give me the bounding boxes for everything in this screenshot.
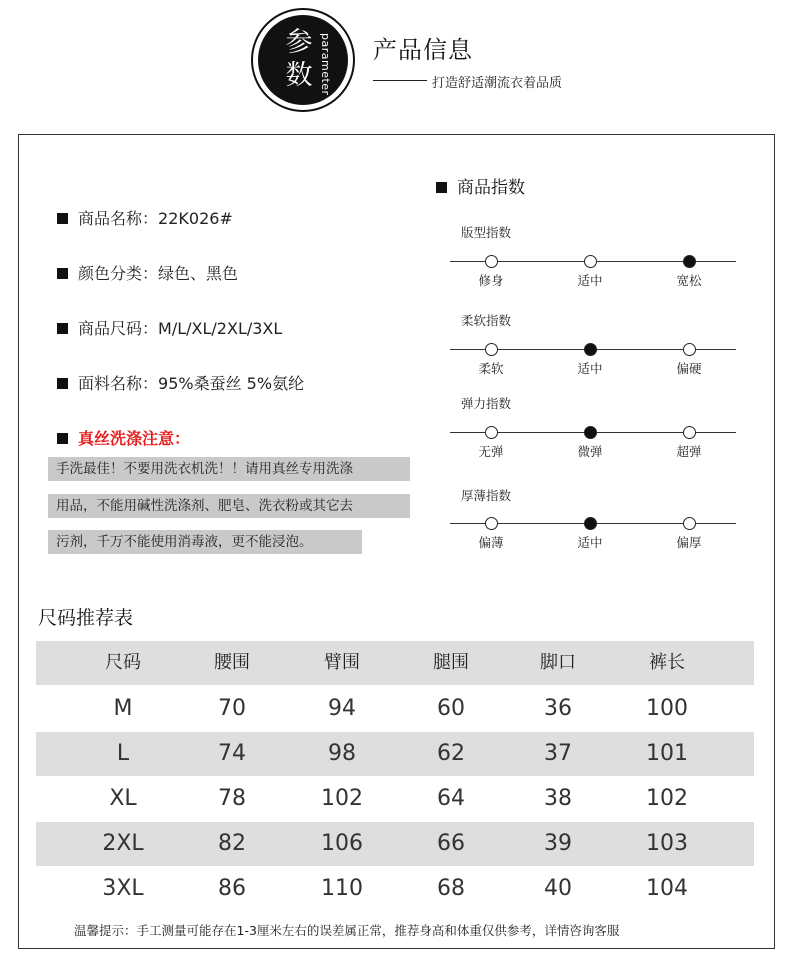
- index-option-label: 适中: [577, 273, 603, 288]
- index-title: [436, 173, 525, 198]
- table-cell: L: [116, 741, 130, 766]
- table-cell: 101: [646, 741, 688, 766]
- table-cell: 66: [437, 831, 465, 856]
- index-scale-label: 厚薄指数: [461, 488, 512, 503]
- table-cell: 103: [646, 831, 688, 856]
- spec-label: 商品尺码: [78, 319, 143, 338]
- parameter-badge: [248, 8, 358, 106]
- table-cell: 40: [544, 876, 572, 901]
- index-option-label: 适中: [577, 535, 603, 550]
- table-cell: M: [113, 696, 133, 721]
- table-cell: 60: [437, 696, 465, 721]
- index-option-dot: [683, 426, 696, 439]
- table-cell: 37: [544, 741, 572, 766]
- index-option-label: 修身: [478, 273, 504, 288]
- index-option-label: 偏薄: [478, 535, 504, 550]
- table-cell: 36: [544, 696, 572, 721]
- spec-fabric: 面料名称：95%桑蚕丝 5%氨纶: [57, 371, 304, 394]
- table-header-cell: 腰围: [214, 652, 250, 673]
- table-row: [36, 732, 754, 776]
- index-option-dot: [485, 343, 498, 356]
- table-header-row: [36, 641, 754, 685]
- table-cell: XL: [109, 786, 137, 811]
- table-header-cell: 脚口: [540, 652, 576, 673]
- table-cell: 2XL: [102, 831, 144, 856]
- table-cell: 39: [544, 831, 572, 856]
- index-scale-label: 柔软指数: [461, 313, 512, 328]
- table-cell: 62: [437, 741, 465, 766]
- table-cell: 102: [646, 786, 688, 811]
- bullet-square-icon: [57, 378, 68, 389]
- table-row: [36, 777, 754, 821]
- table-cell: 64: [437, 786, 465, 811]
- index-option-dot: [683, 517, 696, 530]
- table-cell: 74: [218, 741, 246, 766]
- index-selected-dot: [584, 343, 597, 356]
- table-cell: 110: [321, 876, 363, 901]
- index-option-label: 无弹: [478, 444, 504, 459]
- table-row: [36, 867, 754, 911]
- index-option-label: 宽松: [676, 273, 702, 288]
- wash-care-line: 用品，不能用碱性洗涤剂、肥皂、洗衣粉或其它去: [48, 494, 410, 518]
- table-cell: 68: [437, 876, 465, 901]
- table-cell: 78: [218, 786, 246, 811]
- table-row: [36, 687, 754, 731]
- table-cell: 100: [646, 696, 688, 721]
- wash-care-line: 污剂，千万不能使用消毒液，更不能浸泡。: [48, 530, 362, 554]
- index-selected-dot: [584, 426, 597, 439]
- spec-value: 22K026#: [158, 209, 233, 228]
- bullet-square-icon: [436, 182, 447, 193]
- index-option-label: 适中: [577, 361, 603, 376]
- spec-value: 绿色、黑色: [158, 264, 239, 283]
- index-option-dot: [485, 255, 498, 268]
- page-title: 产品信息: [373, 36, 473, 64]
- index-option-label: 超弹: [676, 444, 702, 459]
- badge-chinese-text: 参数: [285, 27, 313, 91]
- index-selected-dot: [683, 255, 696, 268]
- footer-note: 温馨提示：手工测量可能存在1-3厘米左右的误差属正常，推荐身高和体重仅供参考，详情咨询客服: [74, 923, 620, 938]
- spec-value: M/L/XL/2XL/3XL: [158, 319, 283, 338]
- badge-english-text: parameter: [319, 33, 332, 96]
- index-option-label: 偏硬: [676, 361, 702, 376]
- wash-care-title-text: 真丝洗涤注意：: [78, 429, 191, 448]
- table-header-cell: 裤长: [649, 652, 685, 673]
- table-cell: 104: [646, 876, 688, 901]
- bullet-square-icon: [57, 323, 68, 334]
- index-title-text: 商品指数: [457, 178, 525, 198]
- spec-label: 商品名称: [78, 209, 143, 228]
- table-cell: 38: [544, 786, 572, 811]
- table-cell: 86: [218, 876, 246, 901]
- table-cell: 3XL: [102, 876, 144, 901]
- index-option-dot: [683, 343, 696, 356]
- table-header-cell: 尺码: [105, 652, 141, 673]
- index-option-dot: [485, 426, 498, 439]
- wash-care-title: [57, 426, 190, 449]
- index-option-label: 微弹: [577, 444, 603, 459]
- table-cell: 102: [321, 786, 363, 811]
- index-scale-label: 版型指数: [461, 225, 512, 240]
- table-cell: 106: [321, 831, 363, 856]
- spec-value: 95%桑蚕丝 5%氨纶: [158, 374, 305, 393]
- table-cell: 82: [218, 831, 246, 856]
- table-header-cell: 腿围: [433, 652, 469, 673]
- index-option-dot: [485, 517, 498, 530]
- table-cell: 70: [218, 696, 246, 721]
- bullet-square-icon: [57, 268, 68, 279]
- spec-color: 颜色分类：绿色、黑色: [57, 261, 238, 284]
- page-subtitle: 打造舒适潮流衣着品质: [432, 76, 563, 91]
- wash-care-line: 手洗最佳！不要用洗衣机洗！！请用真丝专用洗涤: [48, 457, 410, 481]
- index-option-label: 柔软: [478, 361, 504, 376]
- bullet-square-icon: [57, 213, 68, 224]
- bullet-square-icon: [57, 433, 68, 444]
- spec-label: 面料名称: [78, 374, 143, 393]
- table-cell: 98: [328, 741, 356, 766]
- spec-size: 商品尺码：M/L/XL/2XL/3XL: [57, 316, 282, 339]
- table-row: [36, 822, 754, 866]
- subtitle-rule: [373, 80, 427, 81]
- spec-label: 颜色分类: [78, 264, 143, 283]
- table-header-cell: 臂围: [324, 652, 360, 673]
- index-option-label: 偏厚: [676, 535, 702, 550]
- index-selected-dot: [584, 517, 597, 530]
- table-cell: 94: [328, 696, 356, 721]
- index-scale-label: 弹力指数: [461, 396, 512, 411]
- index-option-dot: [584, 255, 597, 268]
- size-table-title: 尺码推荐表: [38, 607, 134, 629]
- spec-product-name: 商品名称：22K026#: [57, 206, 233, 229]
